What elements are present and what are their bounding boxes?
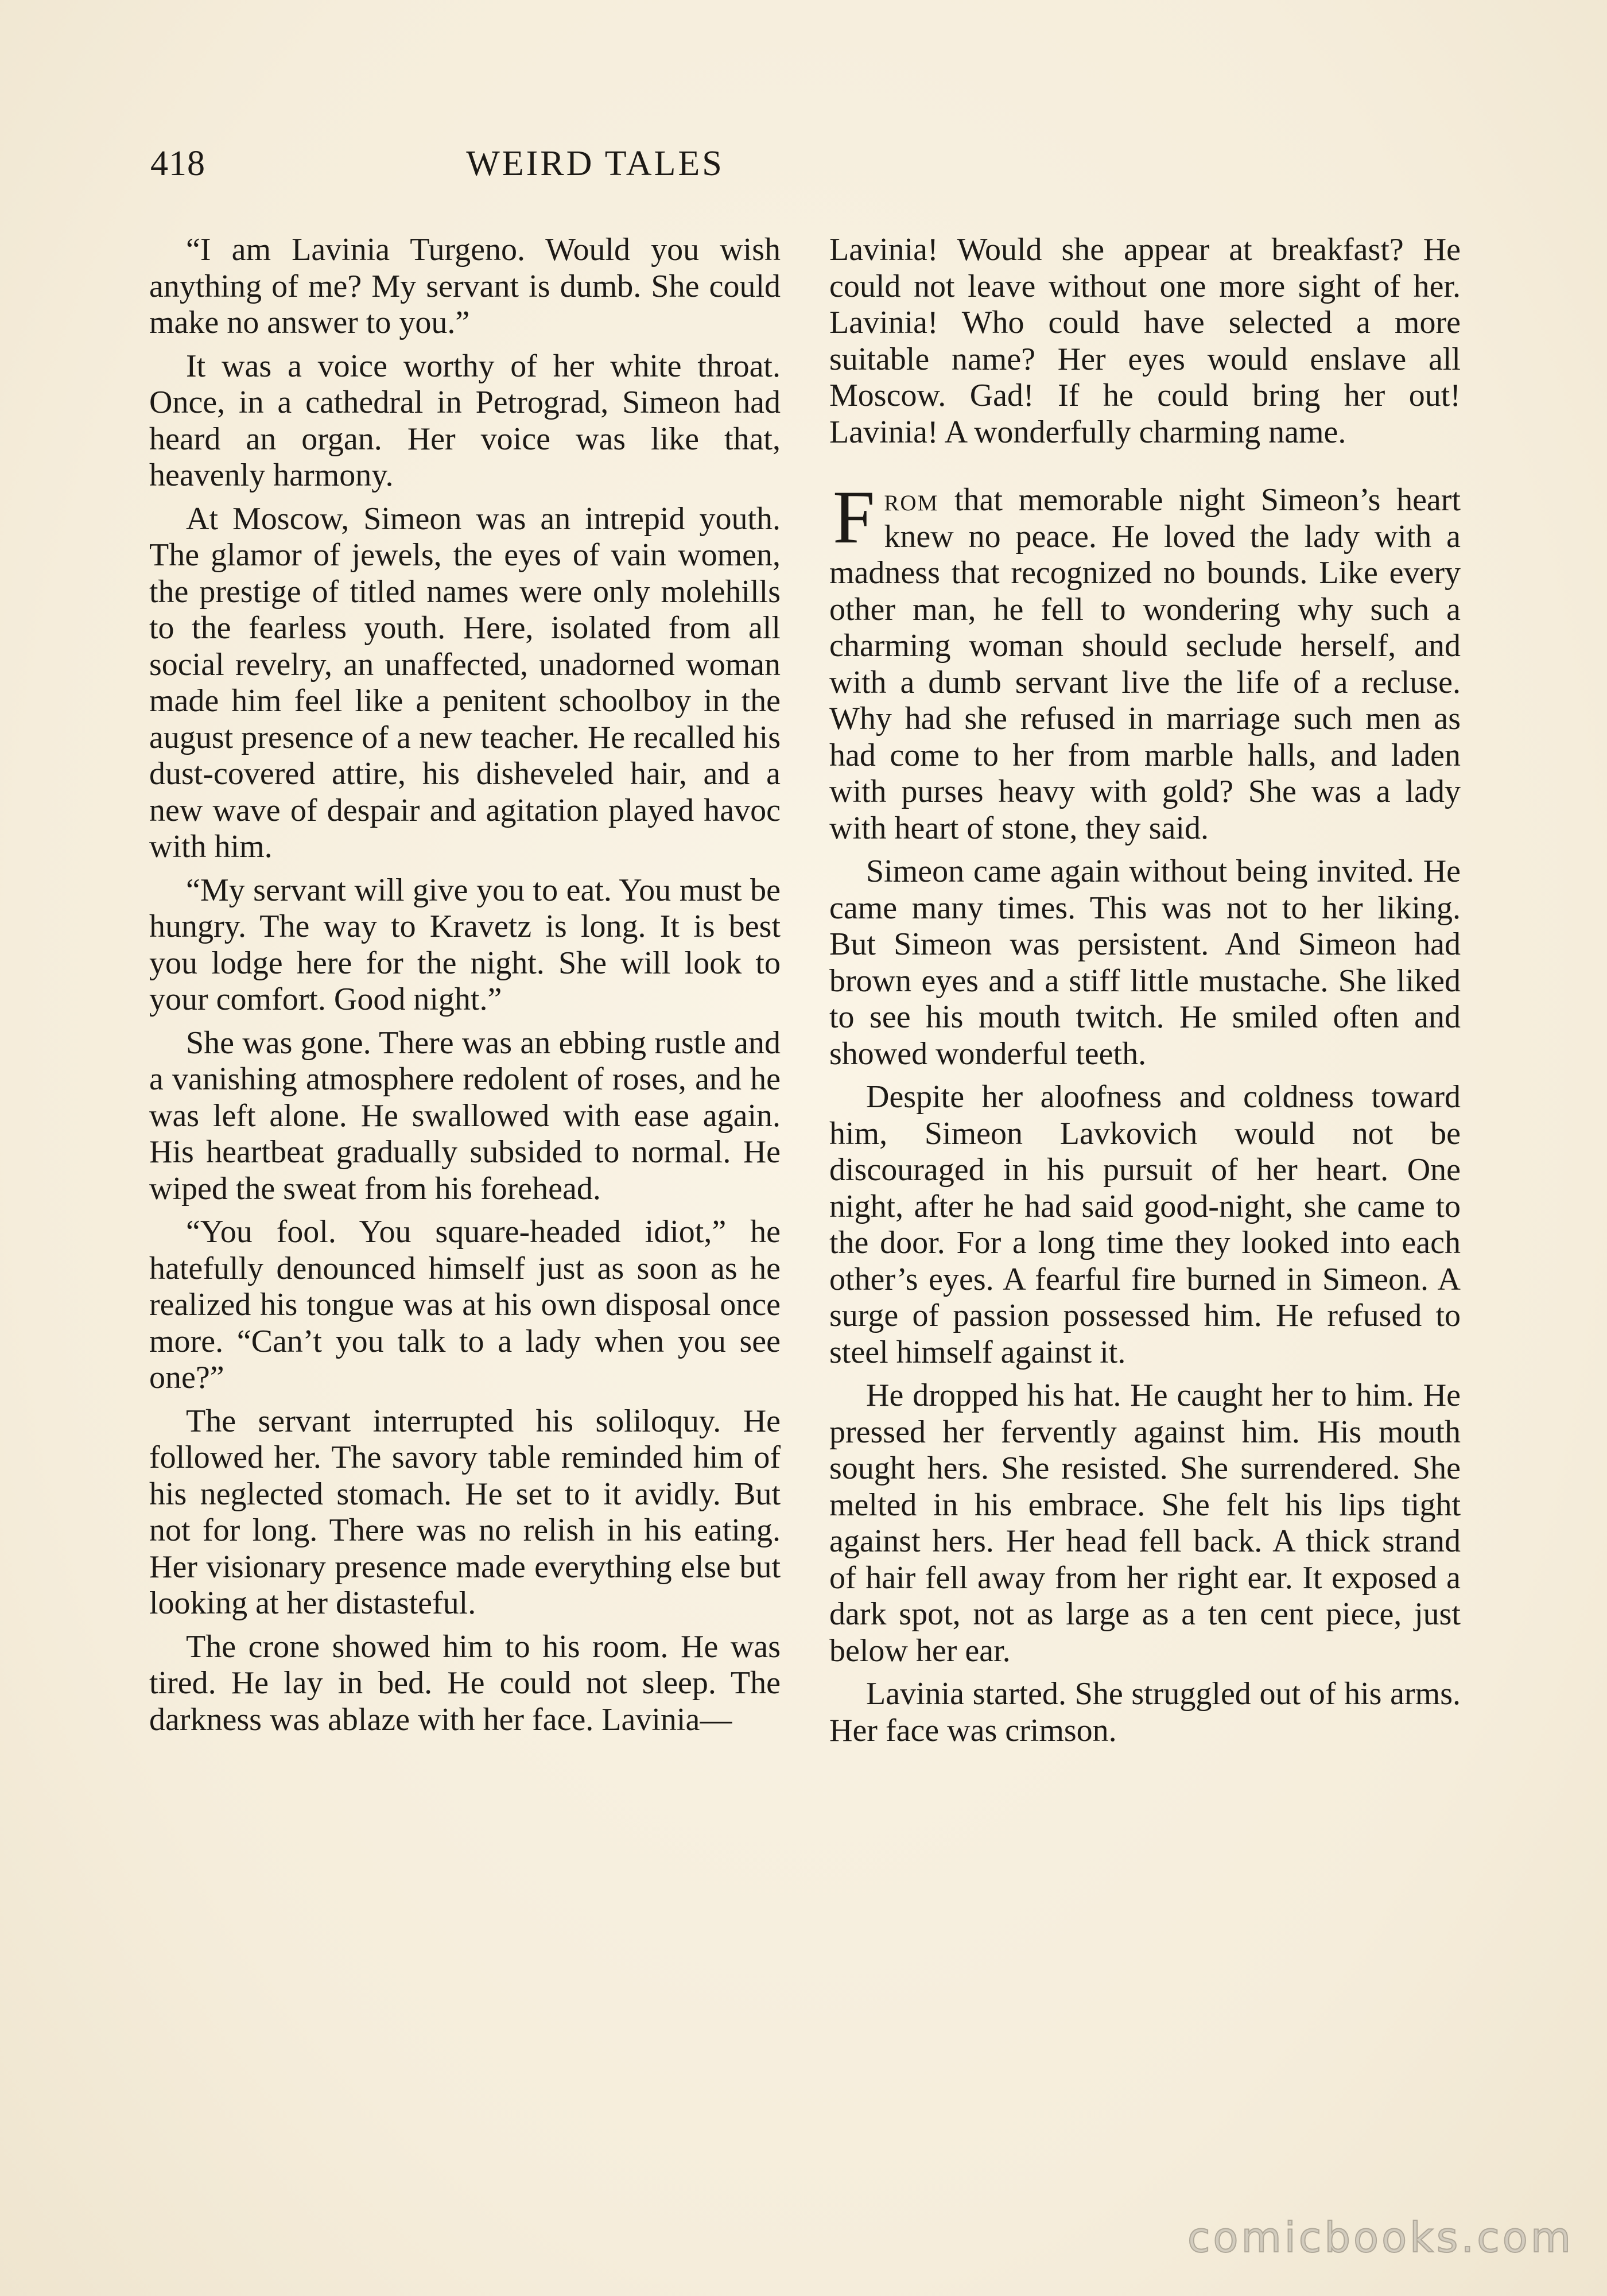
paragraph: “My servant will give you to eat. You must be hungry. The way to Kravetz is long. It is best you lodge here for the night. She will look to your comfort. Good night.” [149, 872, 781, 1017]
paragraph: “I am Lavinia Turgeno. Would you wish anything of me? My servant is dumb. She could make no answer to you.” [149, 232, 781, 340]
paragraph: Lavinia started. She struggled out of his arms. Her face was crimson. [829, 1676, 1461, 1748]
watermark-logo: comicbooks.com [1187, 2213, 1574, 2262]
paragraph: At Moscow, Simeon was an intrepid youth. The glamor of jewels, the eyes of vain women, the prestige of titled names were only molehills to the fearless youth. Here, isolated from all social revelry, an unaffected, unadorned woman made him feel like a penitent schoolboy in the august presence of a new teacher. He recalled his dust-covered attire, his disheveled hair, and a new wave of despair and agitation played havoc with him. [149, 501, 781, 864]
running-head: WEIRD TALES [466, 144, 724, 183]
drop-cap: F [833, 475, 875, 559]
page-number: 418 [150, 144, 205, 183]
paragraph: The servant interrupted his soliloquy. He followed her. The savory table reminded him of his neglected stomach. He set to it avidly. But not for long. There was no relish in his eating. Her visionary presence made everything else but looking at her distasteful. [149, 1403, 781, 1621]
page-header [150, 144, 960, 189]
paragraph: She was gone. There was an ebbing rustle and a vanishing atmosphere redolent of roses, and he was left alone. He swallowed with ease again. His heartbeat gradually subsided to normal. He wiped the sweat from his forehead. [149, 1025, 781, 1207]
paragraph: Despite her aloofness and coldness toward him, Simeon Lavkovich would not be discouraged in his pursuit of her heart. One night, after he had said good-night, she came to the door. For a long time they looked into each other’s eyes. A fearful fire burned in Simeon. A surge of passion possessed him. He refused to steel himself against it. [829, 1079, 1461, 1370]
paragraph: “You fool. You square-headed idiot,” he hatefully denounced himself just as soon as he realized his tongue was at his own disposal once more. “Can’t you talk to a lady when you see one?” [149, 1214, 781, 1395]
paragraph: He dropped his hat. He caught her to him. He pressed her fervently against him. His mouth sought hers. She resisted. She surrendered. She melted in his embrace. She felt his lips tight against hers. Her head fell back. A thick strand of hair fell away from her right ear. It exposed a dark spot, not as large as a ten cent piece, just below her ear. [829, 1378, 1461, 1669]
small-caps-lead: rom [884, 482, 939, 518]
right-column [829, 232, 1461, 1756]
continued-paragraph: Lavinia! Would she appear at breakfast? He could not leave without one more sight of her. Lavinia! Who could have selected a more suitable name? Her eyes would enslave all Moscow. Gad! If he could bring her out! Lavinia! A wonderfully charming name. [829, 232, 1461, 450]
left-column [149, 232, 781, 1745]
paragraph-text: that memorable night Simeon’s heart knew no peace. He loved the lady with a madness that recognized no bounds. Like every other man, he fell to wondering why such a charming woman should seclude herself, and with a dumb servant live the life of a recluse. Why had she refused in marriage such men as had come to her from marble halls, and laden with purses heavy with gold? She was a lady with heart of stone, they said. [829, 482, 1461, 846]
paragraph: Simeon came again without being invited. He came many times. This was not to her liking. But Simeon was persistent. And Simeon had brown eyes and a stiff little mustache. She liked to see his mouth twitch. He smiled often and showed wonderful teeth. [829, 854, 1461, 1072]
paragraph: It was a voice worthy of her white throat. Once, in a cathedral in Petrograd, Simeon had heard an organ. Her voice was like that, heavenly harmony. [149, 348, 781, 493]
paragraph: The crone showed him to his room. He was tired. He lay in bed. He could not sleep. The darkness was ablaze with her face. Lavinia— [149, 1628, 781, 1737]
section-opening-paragraph [829, 475, 1461, 847]
